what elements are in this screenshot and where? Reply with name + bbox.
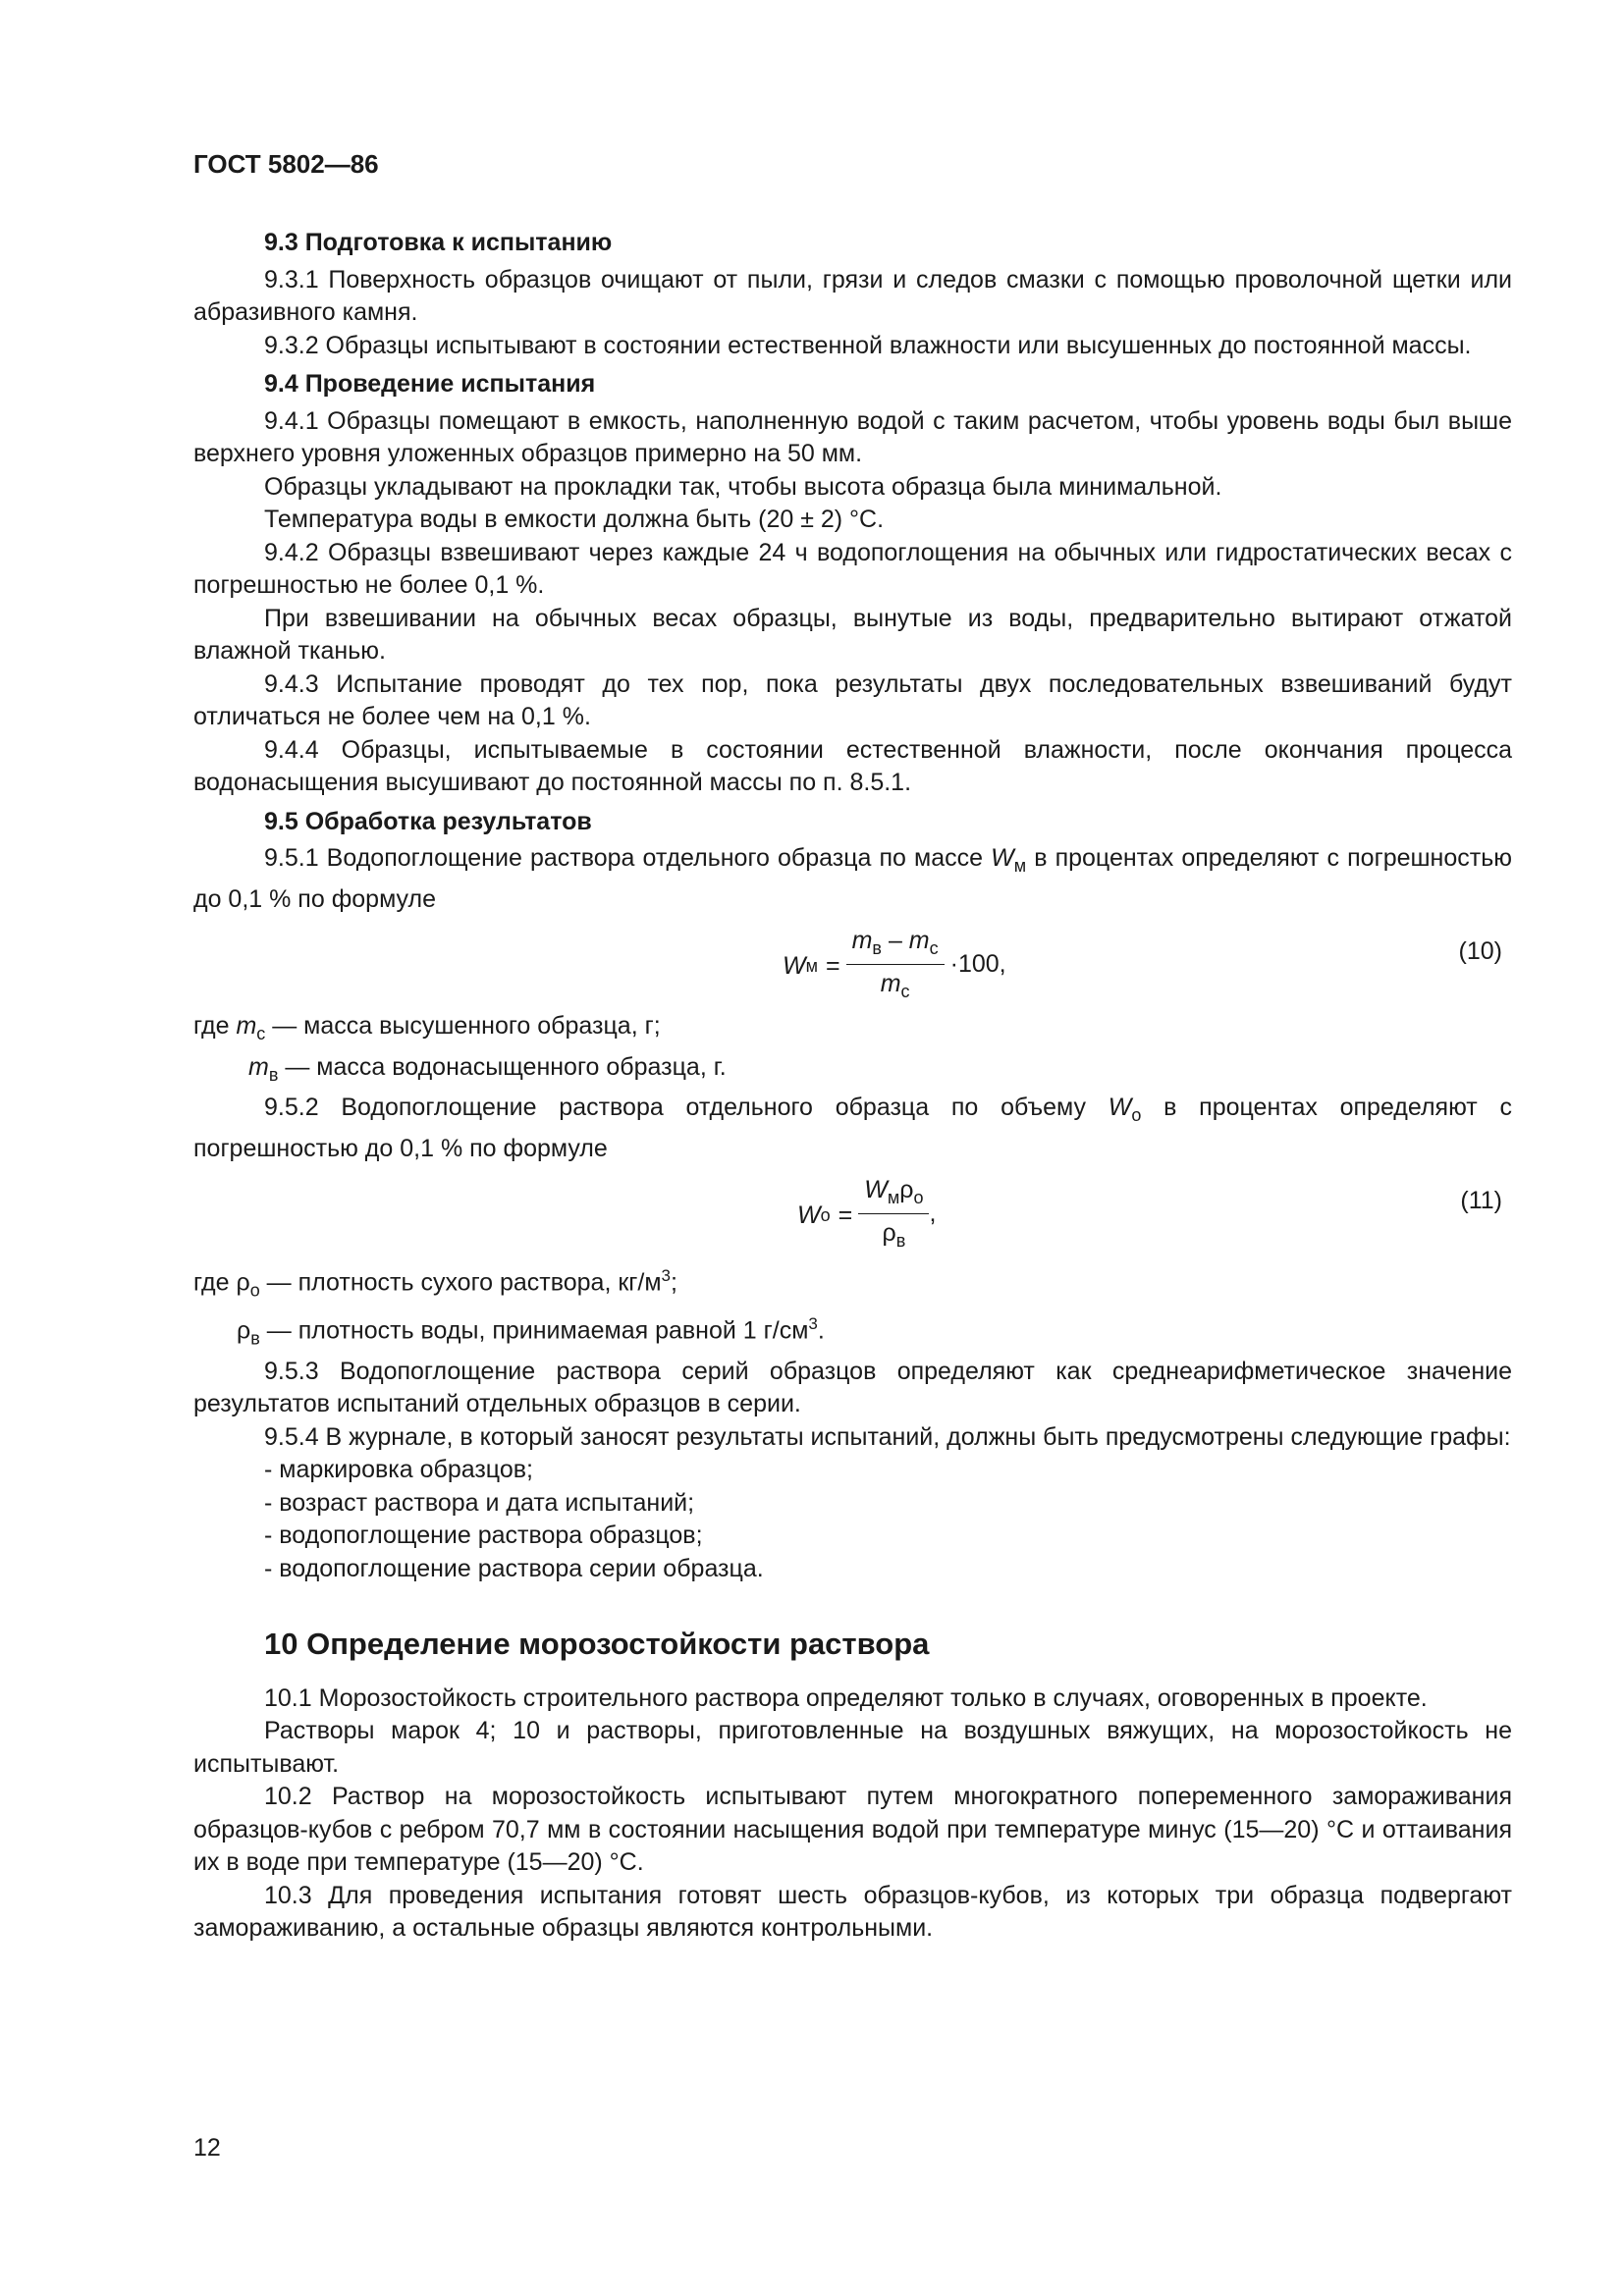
page-body <box>193 224 1512 1946</box>
section-9-3-title: 9.3 Подготовка к испытанию <box>264 229 613 256</box>
list-item: - водопоглощение раствора образцов; <box>264 1522 703 1550</box>
paragraph-10-2: 10.2 Раствор на морозостойкость испытывают путем многократного попеременного замораживания образцов-кубов с ребром 70,7 мм в состоянии насыщения водой при температуре минус (15—20) °С и оттаивания их в воде при температуре (15—20) °С. <box>193 1783 1512 1877</box>
page-number: 12 <box>193 2134 221 2162</box>
paragraph-9-4-3: 9.4.3 Испытание проводят до тех пор, пока результаты двух последовательных взвешиваний будут отличаться не более чем на 0,1 %. <box>193 669 1512 730</box>
where-m-v: $m_в$ — масса водонасыщенного образца, г. <box>248 1052 727 1085</box>
paragraph-9-5-4: 9.5.4 В журнале, в который заносят результаты испытаний, должны быть предусмотрены следующие графы: <box>264 1422 1511 1451</box>
formula-10-number: (10) <box>1458 937 1502 965</box>
paragraph-9-4-4: 9.4.4 Образцы, испытываемые в состоянии естественной влажности, после окончания процесса водонасыщения высушивают до постоянной массы по п. 8.5.1. <box>193 735 1512 796</box>
where-m-c: где $m_с$ — масса высушенного образца, г; <box>193 1012 661 1043</box>
paragraph-9-5-1: 9.5.1 Водопоглощение раствора отдельного образца по массе $W_м$ в процентах определяют с погрешностью до 0,1 % по формуле <box>193 844 1512 913</box>
section-9-5-title: 9.5 Обработка результатов <box>264 807 592 835</box>
paragraph-10-1: 10.1 Морозостойкость строительного раствора определяют только в случаях, оговоренных в проекте. <box>264 1683 1428 1712</box>
list-item: - маркировка образцов; <box>264 1456 533 1484</box>
paragraph-10-3: 10.3 Для проведения испытания готовят шесть образцов-кубов, из которых три образца подвергают замораживанию, а остальные образцы являются контрольными. <box>193 1881 1512 1943</box>
paragraph-9-4-1-b: Образцы укладывают на прокладки так, чтобы высота образца была минимальной. <box>264 472 1222 501</box>
formula-11-number: (11) <box>1460 1187 1502 1214</box>
paragraph-9-5-2: 9.5.2 Водопоглощение раствора отдельного образца по объему $W_о$ в процентах определяют с погрешностью до 0,1 % по формуле <box>193 1094 1512 1162</box>
paragraph-9-4-2: 9.4.2 Образцы взвешивают через каждые 24 ч водопоглощения на обычных или гидростатических весах с погрешностью не более 0,1 %. <box>193 538 1512 599</box>
paragraph-9-4-1-c: Температура воды в емкости должна быть (20 ± 2) °С. <box>264 506 885 533</box>
paragraph-9-5-3: 9.5.3 Водопоглощение раствора серий образцов определяют как среднеарифметическое значение результатов испытаний отдельных образцов в серии. <box>193 1357 1512 1418</box>
paragraph-10-1-b: Растворы марок 4; 10 и растворы, приготовленные на воздушных вяжущих, на морозостойкость не испытывают. <box>193 1717 1512 1778</box>
section-9-4-title: 9.4 Проведение испытания <box>264 370 596 398</box>
section-10-title: 10 Определение морозостойкости раствора <box>264 1627 930 1662</box>
formula-10: W м = $\frac{m_в - m_с}{m_с}$ ·100, (10) <box>783 927 1502 1001</box>
where-rho-v: $\rho_в$ — плотность воды, принимаемая равной 1 $г/см^3$. <box>237 1313 825 1349</box>
list-item: - возраст раствора и дата испытаний; <box>264 1488 695 1517</box>
formula-11: W о = $\frac{W_м\rho_о}{\rho_в}$ , (11) <box>797 1176 1502 1251</box>
document-header: ГОСТ 5802—86 <box>193 149 379 179</box>
paragraph-9-4-1: 9.4.1 Образцы помещают в емкость, наполненную водой с таким расчетом, чтобы уровень воды был выше верхнего уровня уложенных образцов примерно на 50 мм. <box>193 406 1512 467</box>
list-item: - водопоглощение раствора серии образца. <box>264 1554 764 1582</box>
paragraph-9-4-2-b: При взвешивании на обычных весах образцы, вынутые из воды, предварительно вытирают отжатой влажной тканью. <box>193 604 1512 665</box>
paragraph-9-3-2: 9.3.2 Образцы испытывают в состоянии естественной влажности или высушенных до постоянной массы. <box>264 331 1472 359</box>
paragraph-9-3-1: 9.3.1 Поверхность образцов очищают от пыли, грязи и следов смазки с помощью проволочной щетки или абразивного камня. <box>193 265 1512 326</box>
graphs-list <box>193 1454 1512 1585</box>
where-rho-o: где $\rho_о$ — плотность сухого раствора, $кг/м^3$; <box>193 1266 677 1301</box>
